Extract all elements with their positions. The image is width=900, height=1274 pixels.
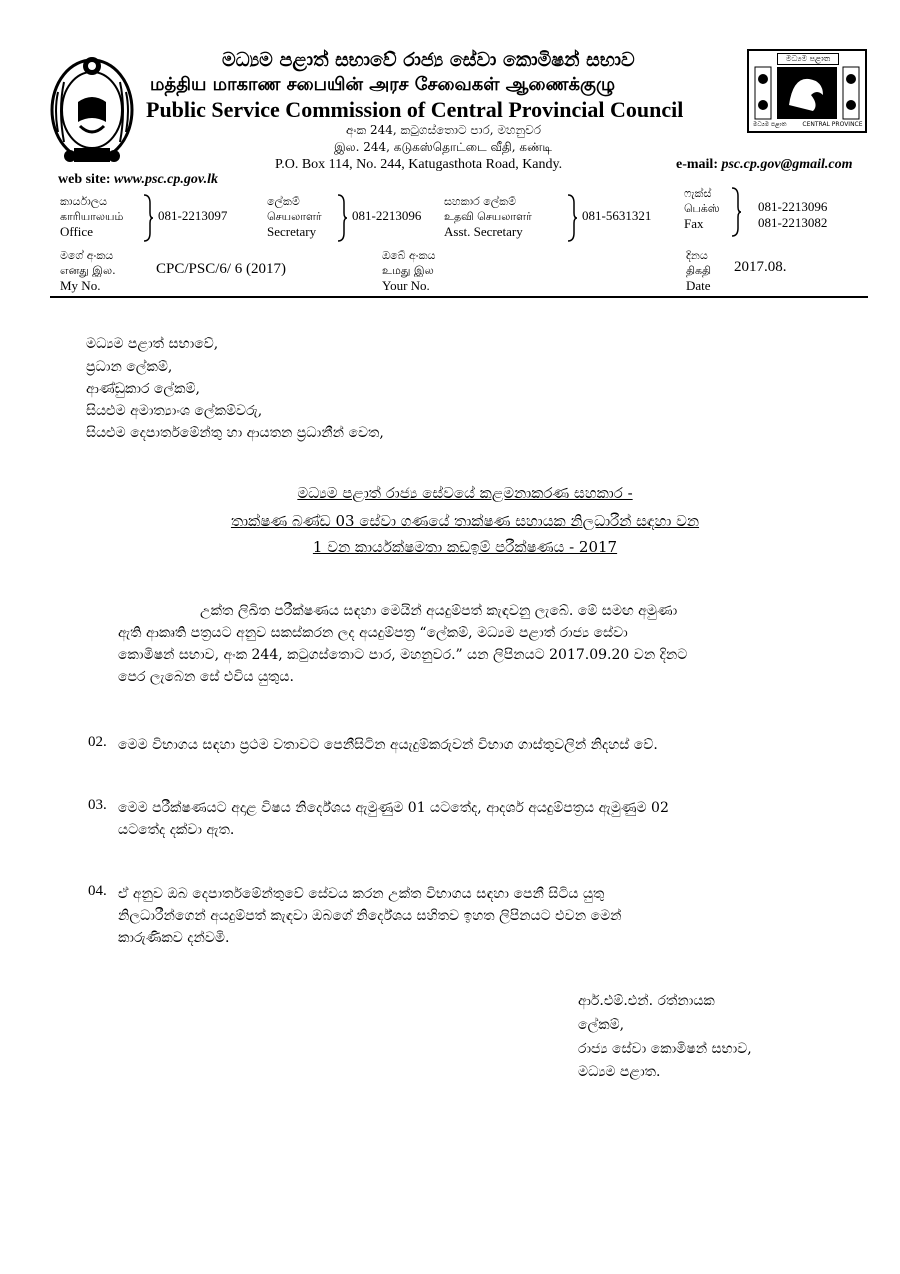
office-label-ta: காரியாலயம்: [60, 210, 124, 223]
title-english: Public Service Commission of Central Provincial Council: [146, 97, 684, 122]
office-label-si: කාර්යාලය: [60, 195, 108, 208]
subject-line: 1 වන කාර්යක්ෂමතා කඩඉම් පරීක්ෂණය - 2017: [312, 538, 618, 556]
secretary-number: 081-2213096: [352, 208, 422, 223]
email-line: [676, 157, 853, 173]
addressee-line: සියළුම දෙපාර්තමේන්තු හා ආයතන ප්‍රධානීන් වෙත,: [86, 425, 384, 441]
email-label: e-mail:: [676, 157, 718, 172]
fax-label-en: Fax: [684, 216, 704, 231]
paragraph-line: ඒ අනුව ඔබ දෙපාර්තමේන්තුවේ සේවය කරන උක්ත විභාගය සඳහා පෙනී සිටිය යුතු: [118, 886, 605, 902]
office-number: 081-2213097: [158, 208, 228, 223]
addressee-line: ආණ්ඩුකාර ලේකම්,: [86, 381, 200, 397]
signature-line: රාජ්‍ය සේවා කොමිෂන් සභාව,: [578, 1041, 752, 1057]
date-label: [686, 248, 711, 293]
lion-flag-icon: [753, 65, 861, 121]
paragraph-3: [118, 797, 842, 841]
fax-brace-icon: [730, 186, 742, 238]
your-no-label-en: Your No.: [382, 278, 430, 293]
subject-line: තාක්ෂණ බණ්ඩ 03 සේවා ගණයේ තාක්ෂණ සහායක නිලධාරීන් සඳහා වන: [230, 512, 700, 530]
addressee-line: ප්‍රධාන ලේකම්,: [86, 359, 173, 375]
website-link[interactable]: www.psc.cp.gov.lk: [114, 172, 218, 187]
title-tamil: மத்திய மாகாண சபையின் அரச சேவைகள் ஆணைக்குழு: [150, 74, 616, 95]
paragraph-line: කොමිෂන් සභාව, අංක 244, කටුගස්තොට පාර, මහනුවර.” යන ලිපිනයට 2017.09.20 වන දිනට: [118, 647, 688, 663]
your-no-label-ta: உமது இல: [382, 264, 434, 277]
address-tamil: இல. 244, கடுகஸ்தொட்டை வீதி, கண்டி: [334, 140, 552, 154]
fax-label-ta: பெக்ஸ்: [684, 202, 720, 215]
date-value: 2017.08.: [734, 259, 787, 275]
fax-label-si: ෆැක්ස්: [684, 187, 712, 200]
my-no-label-si: මගේ අංකය: [60, 249, 114, 262]
paragraph-line: පෙර ලැබෙන සේ එවිය යුතුය.: [118, 669, 294, 685]
my-no-value: CPC/PSC/6/ 6 (2017): [156, 261, 287, 277]
office-label: [60, 194, 123, 239]
paragraph-1: [118, 600, 842, 688]
email-address[interactable]: psc.cp.gov@gmail.com: [721, 157, 853, 172]
paragraph-line: ඇති ආකෘති පත්‍රයට අනුව සකස්කරන ලද අයදුම්පත්‍ර “ලේකම්, මධ්‍යම පළාත් රාජ්‍ය සේවා: [118, 625, 628, 641]
paragraph-4: [118, 883, 842, 949]
paragraph-line: යටතේද දක්වා ඇත.: [118, 822, 235, 838]
signature-name: ආර්.එම්.එන්. රත්නායක: [578, 993, 715, 1009]
secretary-brace-icon: [336, 193, 348, 243]
paragraph-line: මෙම පරීක්ෂණයට අදාළ විෂය නිර්දේශය ඇමුණුම 01 යටතේද, ආදර්ශ අයදුම්පත්‍රය ඇමුණුම 02: [118, 800, 669, 816]
website-label: web site:: [58, 172, 111, 187]
paragraph-number: 02.: [88, 734, 107, 750]
fax-label: [684, 186, 720, 231]
logo-bottom-en: CENTRAL PROVINCE: [802, 121, 863, 128]
subject-line: මධ්‍යම පළාත් රාජ්‍ය සේවයේ කළමනාකරණ සහකාර -: [297, 484, 633, 502]
date-label-ta: திகதி: [686, 264, 712, 277]
paragraph-line: නිලධාරීන්ගෙන් අයදුම්පත් කැඳවා ඔබගේ නිර්දේශය සහිතව ඉහත ලිපිනයට එවන මෙන්: [118, 908, 622, 924]
office-label-en: Office: [60, 224, 93, 239]
secretary-label-ta: செயலாளர்: [267, 210, 322, 223]
asst-secretary-label-en: Asst. Secretary: [444, 224, 523, 239]
address-sinhala: අංක 244, කටුගස්තොට පාර, මහනුවර: [346, 123, 542, 137]
logo-top-text: මධ්‍යම පළාත: [777, 53, 839, 65]
fax-number-1: 081-2213096: [758, 199, 828, 214]
signature-line: මධ්‍යම පළාත.: [578, 1064, 661, 1080]
asst-secretary-number: 081-5631321: [582, 208, 652, 223]
asst-secretary-label-si: සහකාර ලේකම්: [444, 195, 516, 208]
fax-number-2: 081-2213082: [758, 215, 828, 230]
secretary-label: [267, 194, 322, 239]
paragraph-number: 04.: [88, 883, 107, 899]
office-brace-icon: [142, 193, 154, 243]
asst-secretary-label-ta: உதவி செயலாளர்: [444, 210, 532, 223]
logo-bottom-si: මධ්‍යම පළාත: [753, 121, 787, 128]
your-no-label: [382, 248, 435, 293]
central-province-logo: [747, 49, 867, 133]
website-line: [58, 172, 218, 188]
my-no-label-ta: எனது இல.: [60, 264, 116, 277]
date-label-en: Date: [686, 278, 711, 293]
secretary-label-en: Secretary: [267, 224, 317, 239]
date-label-si: දිනය: [686, 249, 708, 262]
your-no-label-si: ඔබේ අංකය: [382, 249, 436, 262]
header-divider: [50, 296, 868, 298]
sri-lanka-emblem-icon: [48, 52, 136, 174]
paragraph-line: කාරුණිකව දන්වමි.: [118, 930, 230, 946]
asst-secretary-brace-icon: [566, 193, 578, 243]
my-no-label: [60, 248, 116, 293]
address-english: P.O. Box 114, No. 244, Katugasthota Road, Kandy.: [275, 157, 563, 172]
asst-secretary-label: [444, 194, 532, 239]
paragraph-number: 03.: [88, 797, 107, 813]
secretary-label-si: ලේකම්: [267, 195, 300, 208]
paragraph-2: මෙම විභාගය සඳහා ප්‍රථම වතාවට පෙනීසිටින අයැදුම්කරුවන් විභාග ගාස්තුවලින් නිදහස් වේ.: [118, 737, 658, 753]
my-no-label-en: My No.: [60, 278, 101, 293]
signature-line: ලේකම්,: [578, 1017, 625, 1033]
title-sinhala: මධ්‍යම පළාත් සභාවේ රාජ්‍ය සේවා කොමිෂන් සභාව: [222, 49, 635, 71]
paragraph-line: උක්ත ලිඛිත පරීක්ෂණය සඳහා මෙයින් අයදුම්පත් කැඳවනු ලැබේ. මේ සමඟ අමුණා: [200, 603, 678, 619]
addressee-line: සියළුම අමාත්‍යාංශ ලේකම්වරු,: [86, 403, 263, 419]
addressee-line: මධ්‍යම පළාත් සභාවේ,: [86, 336, 219, 352]
